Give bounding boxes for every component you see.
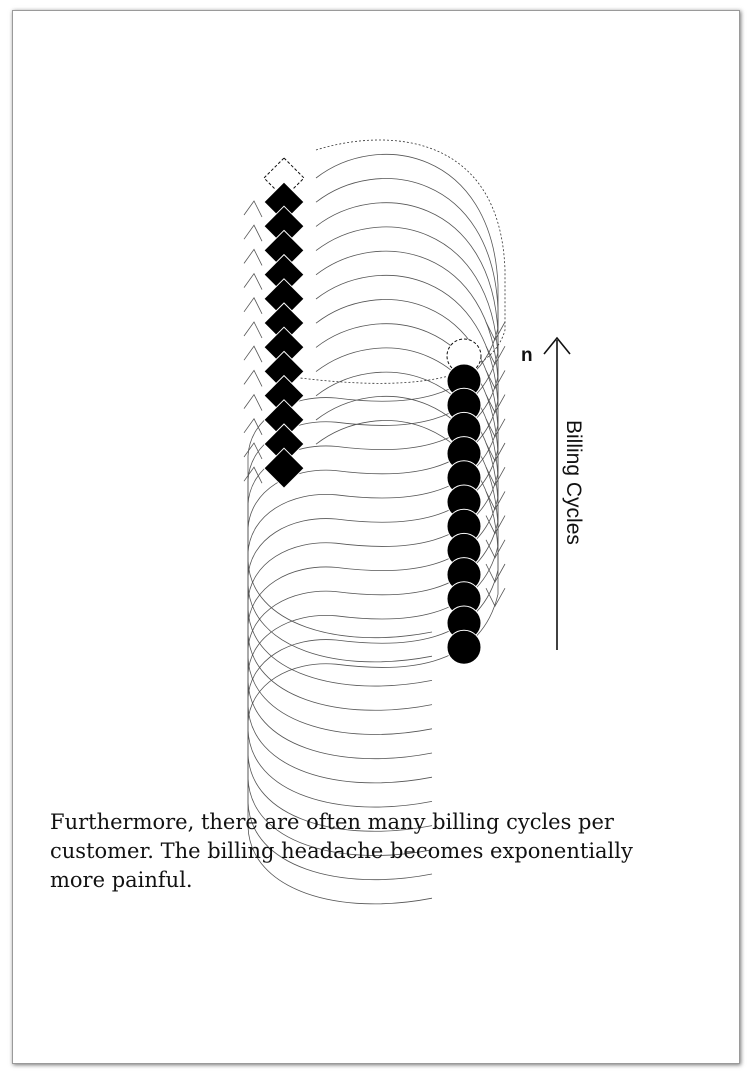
billing-cycles-axis bbox=[521, 338, 585, 650]
diamond-marker bbox=[264, 448, 304, 488]
axis-end-label: n bbox=[521, 345, 533, 366]
diamond-stack bbox=[264, 158, 304, 488]
circle-marker bbox=[447, 630, 481, 664]
axis-label: Billing Cycles bbox=[562, 420, 585, 545]
circle-stack bbox=[447, 339, 481, 664]
caption-text: Furthermore, there are often many billing cycles per customer. The billing headache becomes exponentially more painful. bbox=[50, 810, 633, 892]
